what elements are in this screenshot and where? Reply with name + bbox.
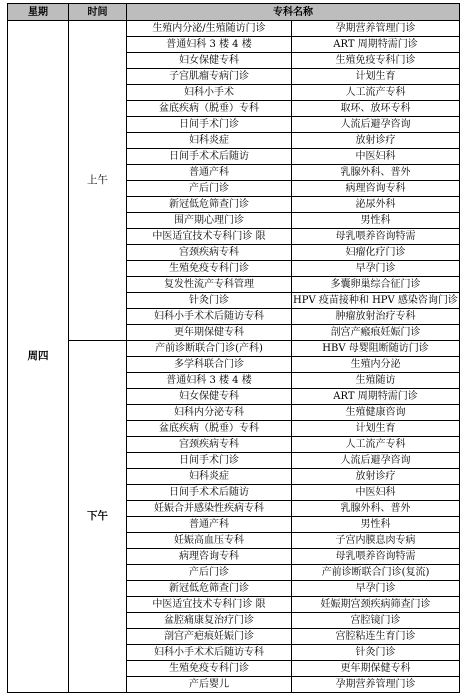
clinic-cell: 妇科小手术 <box>127 85 292 101</box>
schedule-table <box>7 3 460 693</box>
clinic-cell: 盆腔痛康复治疗门诊 <box>127 613 292 629</box>
clinic-cell: 子宫内膜息肉专病 <box>292 533 460 549</box>
clinic-cell: 孕期营养管理门诊 <box>292 677 460 693</box>
session-cell: 上午 <box>69 21 127 341</box>
clinic-cell: 男性科 <box>292 517 460 533</box>
clinic-cell: 男性科 <box>292 213 460 229</box>
clinic-cell: 宫腔粘连生育门诊 <box>292 629 460 645</box>
clinic-cell: 妊娠期宫颈疾病筛查门诊 <box>292 597 460 613</box>
table-row <box>8 341 460 357</box>
clinic-cell: 复发性流产专科管理 <box>127 277 292 293</box>
clinic-cell: 针灸门诊 <box>292 645 460 661</box>
clinic-cell: 更年期保健专科 <box>292 661 460 677</box>
clinic-cell: 妇科炎症 <box>127 469 292 485</box>
clinic-cell: 妇科内分泌专科 <box>127 405 292 421</box>
clinic-cell: 盆底疾病（脱垂）专科 <box>127 421 292 437</box>
clinic-cell: 中医妇科 <box>292 485 460 501</box>
header-clinic: 专科名称 <box>127 4 460 21</box>
clinic-cell: 产后婴儿 <box>127 677 292 693</box>
clinic-cell: 盆底疾病（脱垂）专科 <box>127 101 292 117</box>
clinic-cell: 妇科小手术术后随访专科 <box>127 645 292 661</box>
clinic-cell: 中医适宜技术专科门诊 限 <box>127 229 292 245</box>
clinic-cell: 日间手术术后随访 <box>127 485 292 501</box>
clinic-cell: 多学科联合门诊 <box>127 357 292 373</box>
clinic-cell: 取环、放环专科 <box>292 101 460 117</box>
clinic-cell: 妇科小手术术后随访专科 <box>127 309 292 325</box>
clinic-cell: 生殖内分泌/生殖随访门诊 <box>127 21 292 37</box>
clinic-cell: 宫腔镜门诊 <box>292 613 460 629</box>
clinic-cell: HBV 母婴阻断随访门诊 <box>292 341 460 357</box>
session-cell: 下午 <box>69 341 127 693</box>
clinic-cell: 多囊卵巢综合征门诊 <box>292 277 460 293</box>
clinic-cell: 中医妇科 <box>292 149 460 165</box>
clinic-cell: 泌尿外科 <box>292 197 460 213</box>
clinic-cell: 人流后避孕咨询 <box>292 453 460 469</box>
header-day: 星期 <box>8 4 69 21</box>
schedule-body <box>8 21 460 693</box>
clinic-cell: 更年期保健专科 <box>127 325 292 341</box>
header-time: 时间 <box>69 4 127 21</box>
clinic-cell: 生殖免疫专科门诊 <box>127 661 292 677</box>
clinic-cell: 放射诊疗 <box>292 469 460 485</box>
clinic-cell: 肿瘤放射治疗专科 <box>292 309 460 325</box>
clinic-cell: 生殖免疫专科门诊 <box>292 53 460 69</box>
clinic-cell: 子宫肌瘤专病门诊 <box>127 69 292 85</box>
header-row <box>8 4 460 21</box>
clinic-cell: 新冠低危筛查门诊 <box>127 197 292 213</box>
clinic-cell: ART 周期特需门诊 <box>292 37 460 53</box>
clinic-cell: 新冠低危筛查门诊 <box>127 581 292 597</box>
clinic-cell: ART 周期特需门诊 <box>292 389 460 405</box>
clinic-cell: 妇女保健专科 <box>127 53 292 69</box>
clinic-cell: 妇瘤化疗门诊 <box>292 245 460 261</box>
clinic-cell: 产后门诊 <box>127 181 292 197</box>
clinic-cell: 妇女保健专科 <box>127 389 292 405</box>
clinic-cell: 生殖随访 <box>292 373 460 389</box>
clinic-cell: 病理咨询专科 <box>292 181 460 197</box>
clinic-cell: 人工流产专科 <box>292 437 460 453</box>
clinic-cell: 生殖内分泌 <box>292 357 460 373</box>
clinic-cell: 普通产科 <box>127 517 292 533</box>
clinic-cell: 宫颈疾病专科 <box>127 437 292 453</box>
clinic-cell: 日间手术术后随访 <box>127 149 292 165</box>
day-cell: 周四 <box>8 21 69 693</box>
clinic-cell: 产前诊断联合门诊(复流) <box>292 565 460 581</box>
clinic-cell: 普通妇科 3 楼 4 楼 <box>127 37 292 53</box>
clinic-cell: 妇科炎症 <box>127 133 292 149</box>
clinic-cell: 人流后避孕咨询 <box>292 117 460 133</box>
clinic-cell: 普通妇科 3 楼 4 楼 <box>127 373 292 389</box>
clinic-cell: 人工流产专科 <box>292 85 460 101</box>
clinic-cell: 早孕门诊 <box>292 261 460 277</box>
clinic-cell: 早孕门诊 <box>292 581 460 597</box>
clinic-cell: 中医适宜技术专科门诊 限 <box>127 597 292 613</box>
clinic-cell: 剖宫产瘢痕妊娠门诊 <box>292 325 460 341</box>
clinic-cell: 妊娠高血压专科 <box>127 533 292 549</box>
clinic-cell: 病理咨询专科 <box>127 549 292 565</box>
clinic-cell: 放射诊疗 <box>292 133 460 149</box>
clinic-cell: 孕期营养管理门诊 <box>292 21 460 37</box>
clinic-cell: 计划生育 <box>292 69 460 85</box>
clinic-cell: 乳腺外科、普外 <box>292 501 460 517</box>
clinic-cell: HPV 疫苗接种和 HPV 感染咨询门诊 <box>292 293 460 309</box>
clinic-cell: 乳腺外科、普外 <box>292 165 460 181</box>
clinic-cell: 日间手术门诊 <box>127 453 292 469</box>
clinic-cell: 日间手术门诊 <box>127 117 292 133</box>
clinic-cell: 母乳喂养咨询特需 <box>292 229 460 245</box>
clinic-cell: 计划生育 <box>292 421 460 437</box>
clinic-cell: 围产期心理门诊 <box>127 213 292 229</box>
clinic-cell: 普通产科 <box>127 165 292 181</box>
clinic-cell: 宫颈疾病专科 <box>127 245 292 261</box>
clinic-cell: 妊娠合并感染性疾病专科 <box>127 501 292 517</box>
clinic-cell: 产后门诊 <box>127 565 292 581</box>
clinic-cell: 产前诊断联合门诊(产科) <box>127 341 292 357</box>
clinic-cell: 生殖免疫专科门诊 <box>127 261 292 277</box>
clinic-cell: 生殖健康咨询 <box>292 405 460 421</box>
clinic-cell: 针灸门诊 <box>127 293 292 309</box>
table-row <box>8 21 460 37</box>
clinic-cell: 母乳喂养咨询特需 <box>292 549 460 565</box>
clinic-cell: 剖宫产疤痕妊娠门诊 <box>127 629 292 645</box>
